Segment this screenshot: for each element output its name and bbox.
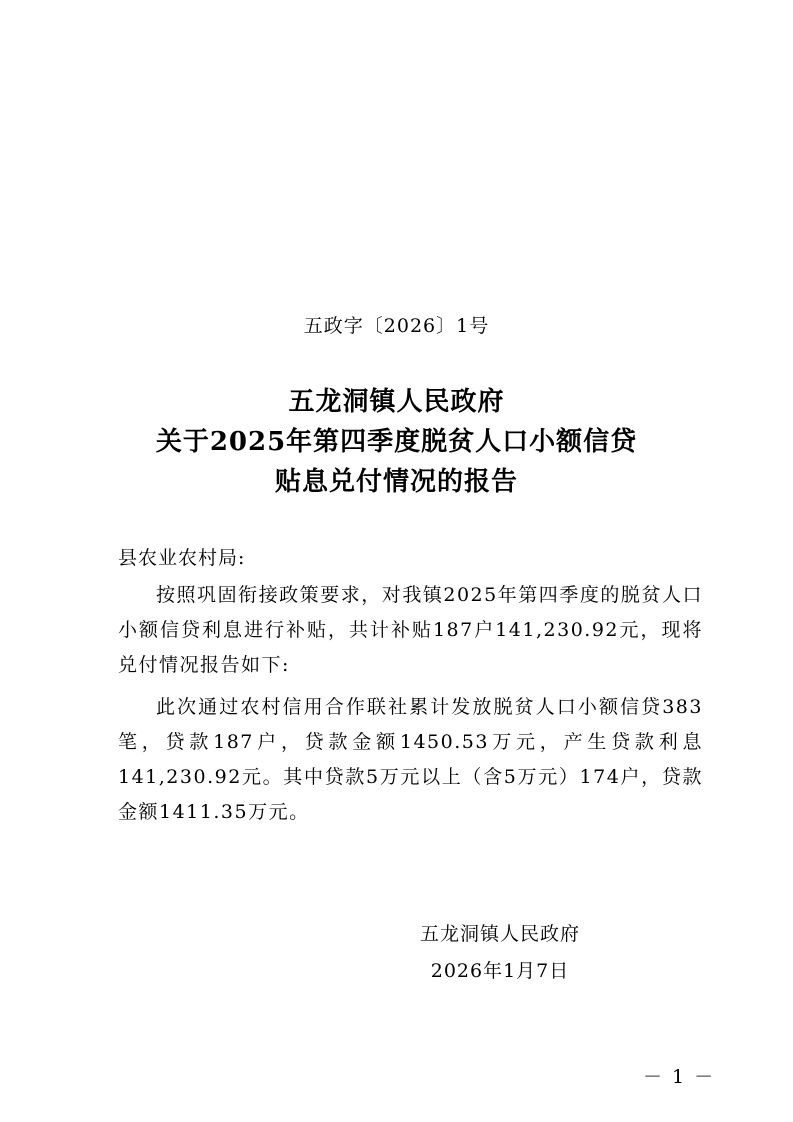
signature-organization: 五龙洞镇人民政府 <box>419 923 580 945</box>
page-number: － 1 － <box>643 1066 716 1088</box>
signature-date: 2026年1月7日 <box>430 960 570 982</box>
body-paragraph: 此次通过农村信用合作联社累计发放脱贫人口小额信贷383笔，贷款187户，贷款金额1450.53万元，产生贷款利息141,230.92元。其中贷款5万元以上（含5万元）174户，贷款金额1411.35万元。 <box>118 696 703 823</box>
document-number: 五政字〔2026〕1号 <box>303 315 490 337</box>
title-line: 五龙洞镇人民政府 <box>288 387 505 417</box>
title-line: 关于2025年第四季度脱贫人口小额信贷 <box>155 427 638 457</box>
body-paragraph: 按照巩固衔接政策要求，对我镇2025年第四季度的脱贫人口小额信贷利息进行补贴，共计补贴187户141,230.92元，现将兑付情况报告如下: <box>118 584 703 676</box>
document-title <box>0 382 793 502</box>
signature-block <box>380 916 620 990</box>
salutation: 县农业农村局: <box>118 547 246 569</box>
title-line: 贴息兑付情况的报告 <box>274 467 518 497</box>
